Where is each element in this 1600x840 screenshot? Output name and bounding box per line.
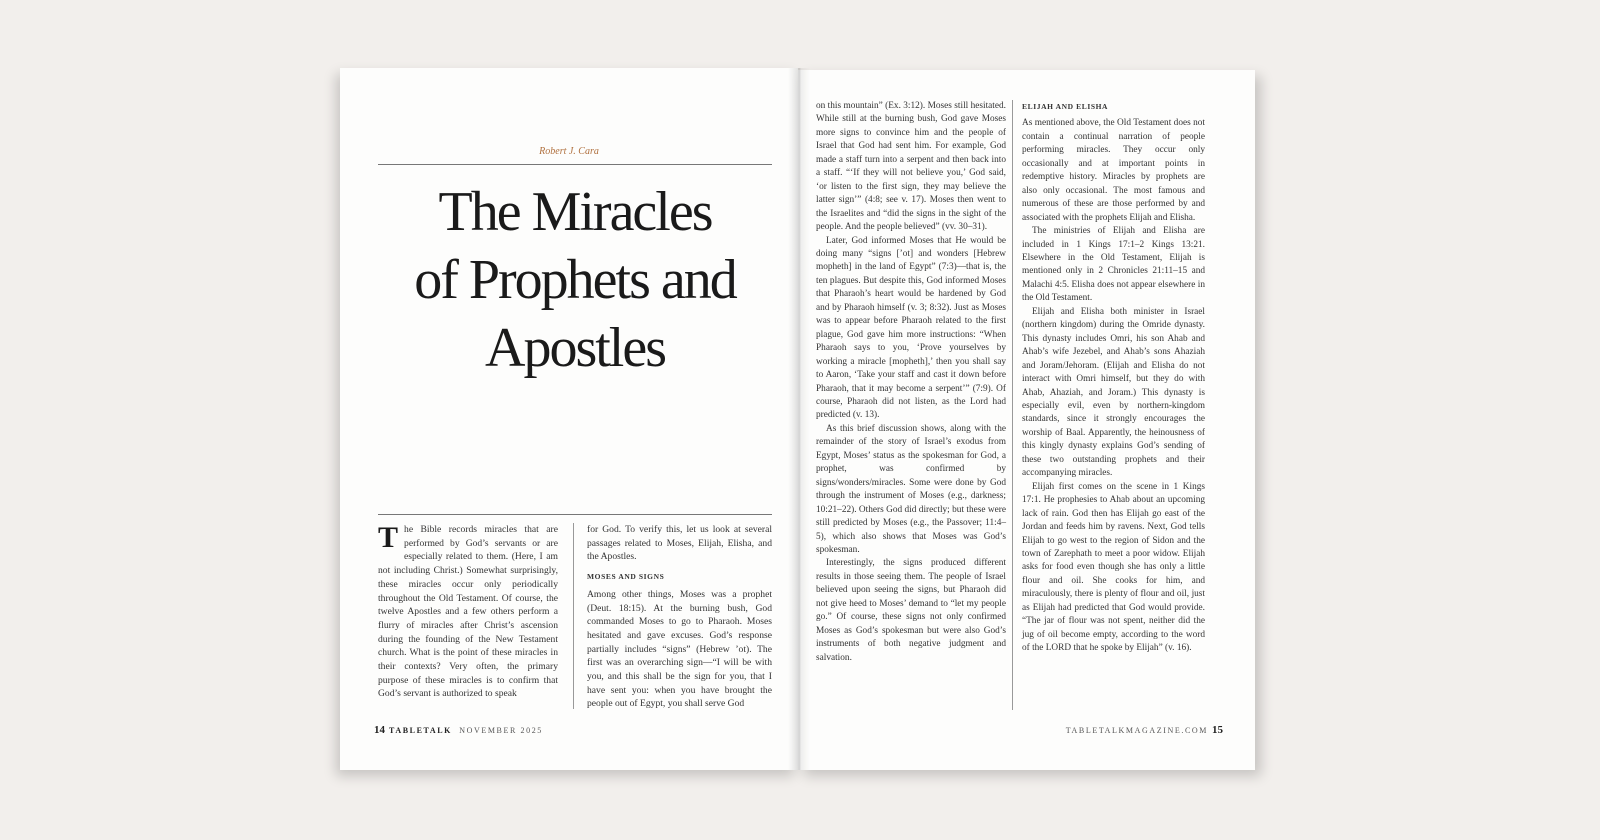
moses-paragraph: Among other things, Moses was a prophet (Deut. 18:15). At the burning bush, God commanded Moses to go to Pharaoh. Moses hesitated and gave excuses. God’s response partially includes “signs” (Hebrew ’ot). The first was an overarching sign—“I will be with you, and this shall be the sign for you, that I have sent you: when you have brought the people out of Egypt, you shall serve God [587, 588, 772, 710]
title-line-3: Apostles [485, 317, 665, 379]
intro-continued: for God. To verify this, let us look at several passages related to Moses, Elijah, Elisha, and the Apostles. [587, 524, 772, 563]
author-byline: Robert J. Cara [539, 146, 599, 157]
left-column-1 [378, 523, 558, 701]
left-column-divider [573, 523, 574, 709]
title-line-2: of Prophets and [414, 249, 736, 311]
folio-brand: TABLETALK [389, 726, 453, 735]
right-column-1 [816, 100, 1006, 665]
right-column-2 [1022, 100, 1205, 656]
elijah-paragraph-1: As mentioned above, the Old Testament does not contain a continual narration of people performing miracles. They occur only occasionally and at important points in redemptive history. Miracles by prophets are also only occasional. The most famous and numerous of these are those performed by and associated with the prophets Elijah and Elisha. [1022, 118, 1205, 223]
drop-cap: T [378, 521, 399, 554]
right-paragraph-3: As this brief discussion shows, along with the remainder of the story of Israel’s exodus from Egypt, Moses’ status as the spokesman for God, a prophet, was confirmed by signs/wonders/miracles. Some were done by God through the instrument of Moses (e.g., darkness; 10:21–22). Others God did directly; but these were still predicted by Moses (e.g., the Passover; 11:4–5), which also shows that Moses was God’s spokesman. [816, 423, 1006, 555]
left-folio [370, 724, 543, 736]
page-number-left: 14 [374, 724, 385, 736]
right-paragraph-2: Later, God informed Moses that He would be doing many “signs [’ot] and wonders [Hebrew mopheth] in the land of Egypt” (7:3)—that is, the ten plagues. But despite this, God informed Moses that Pharaoh’s heart would be hardened by God and by Pharaoh himself (v. 3; 8:32). Just as Moses was to appear before Pharaoh related to the first plague, God gave him more instructions: “When Pharaoh says to you, ‘Prove yourselves by working a miracle [mopheth],’ then you shall say to Aaron, ‘Take your staff and cast it down before Pharaoh, that it may become a serpent’” (7:9). Of course, Pharaoh did not listen, as the Lord had predicted (v. 13). [816, 235, 1006, 421]
folio-issue: NOVEMBER 2025 [459, 726, 543, 735]
elijah-paragraph-3: Elijah and Elisha both minister in Israel (northern kingdom) during the Omride dynasty. This dynasty includes Omri, his son Ahab and Ahab’s wife Jezebel, and Ahab’s sons Ahaziah and Joram/Jehoram. (Elijah and Elisha do not interact with Omri himself, but they do with Ahab, Ahaziah, and Joram.) This dynasty is especially evil, even by northern-kingdom standards, since it strongly encourages the worship of Baal. Apparently, the heinousness of this kingly dynasty explains God’s sending of these two outstanding prophets and their accompanying miracles. [1022, 306, 1205, 479]
intro-paragraph: The Bible records miracles that are performed by God’s servants or are especially related to them. (Here, I am not including Christ.) Somewhat surprisingly, these miracles occur only periodically throughout the Old Testament. Of course, the twelve Apostles and a few others perform a flurry of miracles after Christ’s ascension during the founding of the New Testament church. What is the point of these miracles in their contexts? Very often, the primary purpose of these miracles is to confirm that God’s servant is authorized to speak [378, 521, 558, 700]
left-page [340, 68, 798, 770]
title-line-1: The Miracles [438, 181, 712, 243]
elijah-paragraph-4: Elijah first comes on the scene in 1 Kings 17:1. He prophesies to Ahab about an upcoming lack of rain. God then has Elijah go east of the Jordan and feeds him by ravens. Next, God tells Elijah to go west to the region of Sidon and the town of Zarephath to meet a poor widow. Elijah asks for food even though she has only a little flour and oil. She cooks for him, and miraculously, there is plenty of flour and oil, just as Elijah had predicted that God would provide. “The jar of flour was not spent, neither did the jug of oil become empty, according to the word of the LORD that he spoke by Elijah” (v. 16). [1022, 481, 1205, 654]
elijah-paragraph-2: The ministries of Elijah and Elisha are included in 1 Kings 17:1–2 Kings 13:21. Elsewhere in the Old Testament, Elijah is mentioned only in 2 Chronicles 21:11–15 and Malachi 4:5. Elisha does not appear elsewhere in the Old Testament. [1022, 226, 1205, 304]
section-heading-moses: MOSES AND SIGNS [587, 572, 665, 582]
body-top-rule [378, 514, 772, 515]
left-column-2 [587, 523, 772, 711]
title-top-rule [378, 164, 772, 165]
article-title [378, 178, 772, 382]
page-number-right: 15 [1212, 724, 1223, 736]
right-folio [1066, 724, 1227, 736]
right-paragraph-1: on this mountain” (Ex. 3:12). Moses still hesitated. While still at the burning bush, God gave Moses more signs to convince him and the people of Israel that God had sent him. For example, God made a staff turn into a serpent and then back into a staff. “‘If they will not believe you,’ God said, ‘or listen to the first sign, they may believe the latter sign’” (4:8; see v. 17). Moses then went to the Israelites and “did the signs in the sight of the people. And the people believed” (vv. 30–31). [816, 101, 1006, 233]
right-page [798, 70, 1255, 770]
section-heading-elijah: ELIJAH AND ELISHA [1022, 102, 1109, 111]
folio-site: TABLETALKMAGAZINE.COM [1065, 726, 1208, 735]
right-paragraph-4: Interestingly, the signs produced different results in those seeing them. The people of Israel believed upon seeing the signs, but Pharaoh did not give heed to Moses’ demand to “let my people go.” Of course, these signs not only confirmed Moses as God’s spokesman but were also God’s instruments of both negative judgment and salvation. [816, 558, 1006, 663]
magazine-spread [340, 68, 1255, 770]
right-column-divider [1012, 100, 1013, 710]
